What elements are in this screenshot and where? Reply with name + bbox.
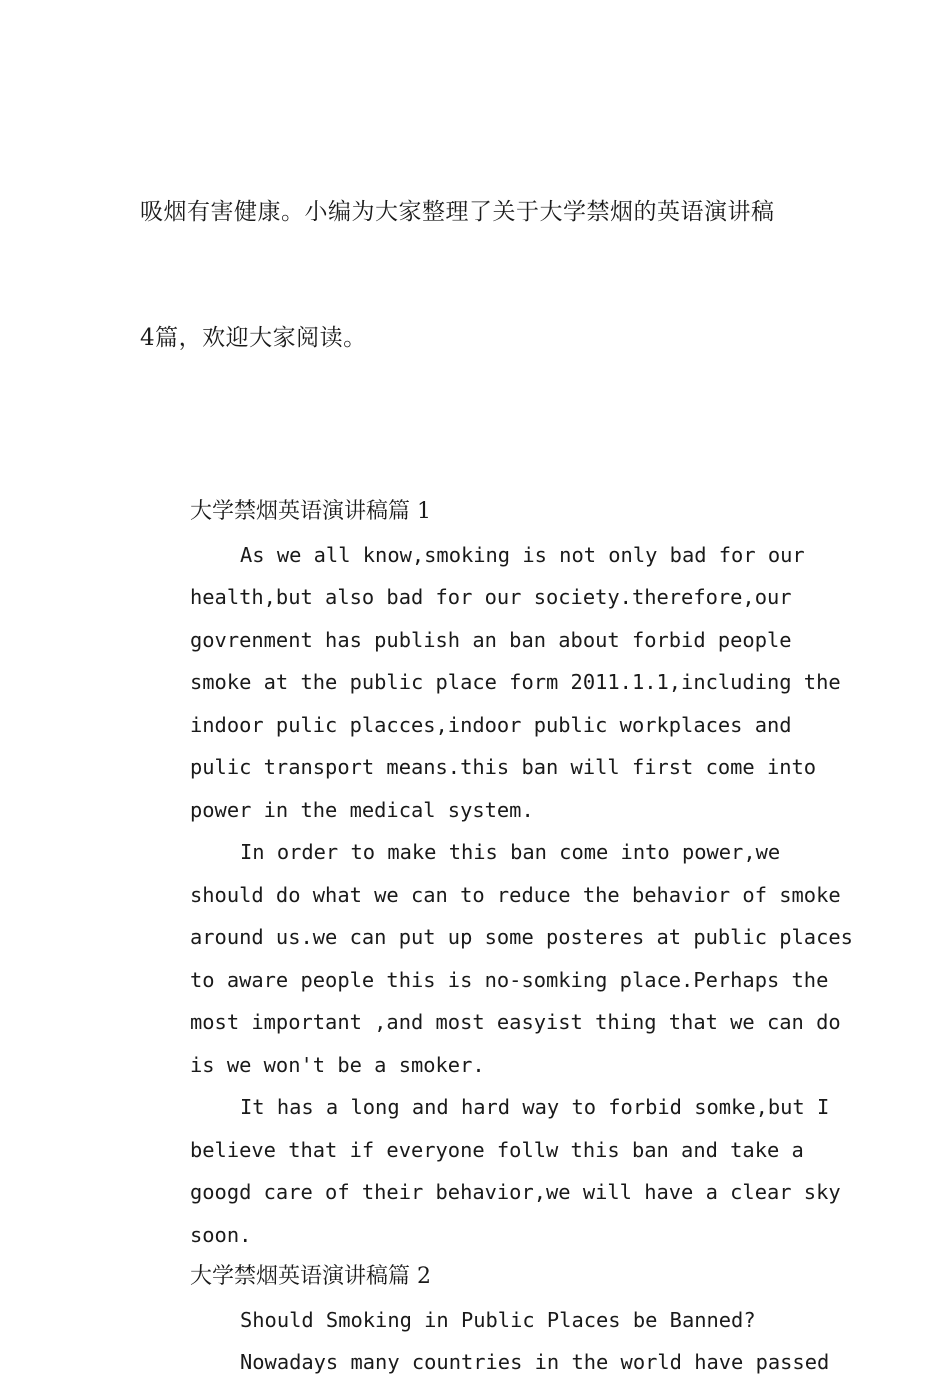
body-paragraph-1 [140,534,841,832]
paragraph-line: pulic transport means.this ban will first come into [190,755,817,779]
paragraph-line: is we won't be a smoker. [190,1052,485,1077]
body-paragraph-2 [140,831,853,1086]
paragraph-line: believe that if everyone follw this ban and take a [190,1137,804,1162]
paragraph-line: It has a long and hard way to forbid somke,but I [240,1095,830,1119]
paragraph-line: govrenment has publish an ban about forbid people [190,627,792,652]
paragraph-line: soon. [190,1222,252,1247]
section-heading-2: 大学禁烟英语演讲稿篇 2 [190,1264,431,1289]
intro-paragraph [140,107,820,443]
paragraph-line: Nowadays many countries in the world have passed [240,1350,830,1374]
body-paragraph-3 [140,1086,841,1256]
paragraph-line: In order to make this ban come into power,we [240,840,781,864]
paragraph-line: around us.we can put up some posteres at public places [190,925,853,949]
body-paragraph-4 [140,1341,830,1384]
paragraph-line: health,but also bad for our society.therefore,our [190,585,792,609]
paragraph-line: should do what we can to reduce the behavior of smoke [190,882,841,907]
paragraph-line: most important ,and most easyist thing that we can do [190,1010,841,1034]
section2-title-line [140,1299,820,1342]
section-heading-1: 大学禁烟英语演讲稿篇 1 [190,499,431,524]
paragraph-line: As we all know,smoking is not only bad for our [240,542,805,567]
document-content [140,107,853,1384]
paragraph-line: googd care of their behavior,we will have a clear sky [190,1180,841,1204]
paragraph-line: smoke at the public place form 2011.1.1,including the [190,670,841,694]
paragraph-line: Should Smoking in Public Places be Banned? [240,1307,756,1332]
paragraph-line: power in the medical system. [190,797,534,822]
paragraph-line: indoor pulic placces,indoor public workplaces and [190,712,792,737]
paragraph-line: to aware people this is no-somking place.Perhaps the [190,967,829,992]
paragraph-gap [140,443,820,491]
intro-line: 4篇，欢迎大家阅读。 [140,325,367,351]
intro-line: 吸烟有害健康。小编为大家整理了关于大学禁烟的英语演讲稿 [140,199,775,225]
